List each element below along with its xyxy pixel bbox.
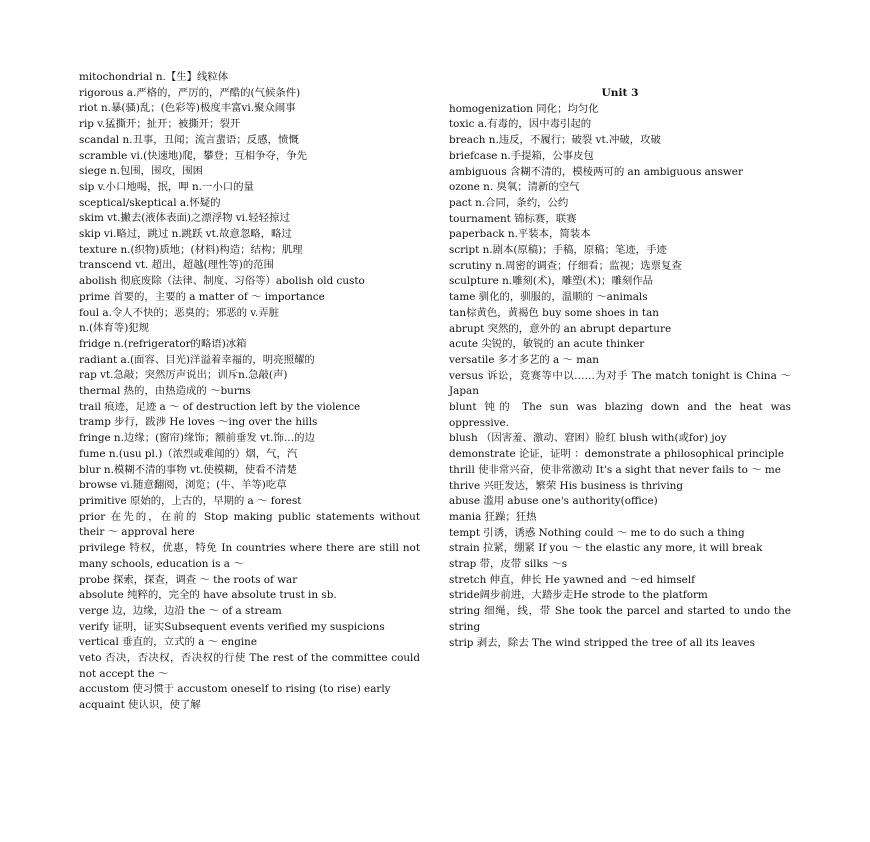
vocab-entry: sculpture n.雕刻(术)，雕塑(术)；雕刻作品	[449, 275, 654, 288]
vocab-entry: prior 在先的，在前的 Stop making public statements without their ～ approval here	[79, 510, 420, 539]
vocab-entry: acquaint 使认识，使了解	[79, 699, 201, 712]
vocab-entry: fridge n.(refrigerator的略语)冰箱	[79, 337, 247, 350]
vocab-entry: thermal 热的，由热造成的 ～burns	[79, 385, 251, 398]
vocab-entry: versatile 多才多艺的 a ～ man	[449, 353, 599, 366]
vocab-entry: trail 痕迹，足迹 a ～ of destruction left by the violence	[79, 400, 361, 413]
vocab-entry: browse vi.随意翻阅，浏览；(牛、羊等)吃草	[79, 479, 287, 492]
vocab-entry: tan棕黄色，黄褐色 buy some shoes in tan	[449, 306, 659, 319]
vocab-entry: sip v.小口地喝，抿，呷 n.一小口的量	[79, 180, 254, 193]
vocab-entry: script n.剧本(原稿)；手稿，原稿；笔迹，手迹	[449, 244, 667, 257]
vocab-entry: thrive 兴旺发达，繁荣 His business is thriving	[449, 479, 683, 492]
vocab-entry: verify 证明，证实Subsequent events verified my suspicions	[79, 620, 385, 633]
vocab-entry: ambiguous 含糊不清的，模棱两可的 an ambiguous answer	[449, 165, 743, 178]
vocab-entry: homogenization 同化；均匀化	[449, 102, 599, 115]
vocab-entry: abrupt 突然的，意外的 an abrupt departure	[449, 322, 672, 335]
vocab-entry: prime 首要的，主要的 a matter of ～ importance	[79, 290, 325, 303]
vocab-entry: foul a.令人不快的；恶臭的；邪恶的 v.弄脏	[79, 306, 280, 319]
vocab-entry: breach n.违反，不履行；破裂 vt.冲破，攻破	[449, 134, 661, 147]
vocab-entry: probe 探索，探查，调查 ～ the roots of war	[79, 573, 298, 586]
vocab-entry: mitochondrial n.【生】线粒体	[79, 71, 229, 83]
vocab-entry: strip 剥去，除去 The wind stripped the tree of all its leaves	[449, 636, 755, 649]
vocab-entry: skim vt.撇去(液体表面)之漂浮物 vi.轻轻掠过	[79, 212, 290, 225]
vocab-entry: demonstrate 论证，证明 ：demonstrate a philosophical principle	[449, 448, 784, 461]
vocab-entry: skip vi.略过，跳过 n.跳跃 vt.故意忽略，略过	[79, 228, 292, 241]
vocab-entry: texture n.(织物)质地；(材料)构造；结构；肌理	[79, 243, 303, 256]
vocab-entry: mania 狂躁；狂热	[449, 510, 537, 523]
vocab-entry: toxic a.有毒的，因中毒引起的	[449, 118, 592, 131]
vocab-entry: veto 否决，否决权，否决权的行使 The rest of the committee could not accept the ～	[79, 652, 420, 680]
vocab-entry: strap 带，皮带 silks ～s	[449, 558, 568, 571]
vocab-entry: thrill 使非常兴奋，使非常激动 It's a sight that never fails to ～ me	[449, 463, 781, 476]
vocab-entry: scrutiny n.周密的调查；仔细看；监视；选票复查	[449, 259, 682, 272]
unit-title: Unit 3	[601, 87, 639, 99]
vocab-entry: pact n.合同，条约，公约	[449, 196, 569, 209]
vocab-entry: abuse 滥用 abuse one's authority(office)	[449, 495, 658, 508]
vocab-entry: rap vt.急敲；突然厉声说出；训斥n.急敲(声)	[79, 369, 288, 382]
vocab-entry: radiant a.(面容、目光)洋溢着幸福的，明亮照耀的	[79, 353, 315, 366]
vocab-entry: stretch 伸直，伸长 He yawned and ～ed himself	[449, 573, 695, 586]
vocab-entry: stride阔步前进，大踏步走He strode to the platform	[449, 589, 708, 602]
vocab-entry: fume n.(usu pl.)（浓烈或难闻的）烟，气，汽	[79, 447, 298, 460]
vocab-entry: scandal n.丑事，丑闻；流言蜚语；反感，愤慨	[79, 133, 299, 146]
vocab-entry: acute 尖锐的，敏锐的 an acute thinker	[449, 338, 645, 351]
vocab-entry: absolute 纯粹的，完全的 have absolute trust in sb.	[79, 589, 337, 602]
vocab-entry: tame 驯化的，驯服的，温顺的 ～animals	[449, 291, 648, 304]
vocab-entry: riot n.暴(骚)乱；(色彩等)极度丰富vi.聚众闹事	[79, 102, 296, 115]
vocab-entry: versus 诉讼，竞赛等中以……为对手 The match tonight is China ～ Japan	[449, 369, 791, 398]
vocab-entry: abolish 彻底废除（法律、制度、习俗等）abolish old custo	[79, 275, 365, 288]
vocab-entry: accustom 使习惯于 accustom oneself to rising (to rise) early	[79, 683, 391, 696]
vocab-entry: sceptical/skeptical a.怀疑的	[79, 196, 221, 209]
left-column	[79, 70, 420, 714]
vocab-entry: n.(体育等)犯规	[79, 322, 150, 335]
vocab-entry: privilege 特权，优惠，特免 In countries where there are still not many schools, education is a ～	[79, 542, 420, 570]
vocab-entry: blush （因害羞、激动、窘困）脸红 blush with(或for) joy	[449, 432, 727, 445]
right-column	[449, 86, 791, 651]
vocab-entry: blunt 钝的 The sun was blazing down and the heat was oppressive.	[449, 401, 791, 429]
vocab-entry: tramp 步行，跋涉 He loves ～ing over the hills	[79, 416, 318, 429]
vocab-entry: string 细绳，线，带 She took the parcel and started to undo the string	[449, 605, 791, 633]
vocab-entry: briefcase n.手提箱，公事皮包	[449, 149, 594, 162]
vocab-entry: verge 边，边缘，边沿 the ～ of a stream	[79, 604, 282, 617]
vocab-entry: tempt 引诱，诱惑 Nothing could ～ me to do such a thing	[449, 526, 745, 539]
vocab-entry: blur n.模糊不清的事物 vt.使模糊，使看不清楚	[79, 463, 297, 476]
vocab-entry: ozone n. 臭氧；清新的空气	[449, 181, 580, 194]
vocab-entry: rip v.猛撕开；扯开；被撕开；裂开	[79, 118, 241, 131]
vocab-entry: scramble vi.(快速地)爬，攀登；互相争夺，争先	[79, 149, 308, 162]
vocab-entry: strain 拉紧，绷紧 If you ～ the elastic any more, it will break	[449, 542, 763, 555]
vocab-entry: fringe n.边缘；(窗帘)缘饰；额前垂发 vt.饰…的边	[79, 432, 315, 445]
vocab-entry: tournament 锦标赛，联赛	[449, 212, 577, 225]
vocab-entry: transcend vt. 超出，超越(理性等)的范围	[79, 259, 275, 272]
vocab-entry: paperback n.平装本，简装本	[449, 228, 591, 241]
vocab-entry: rigorous a.严格的，严厉的，严酷的(气候条件)	[79, 86, 301, 99]
vocab-entry: vertical 垂直的，立式的 a ～ engine	[79, 636, 258, 649]
vocab-entry: siege n.包围，围攻，围困	[79, 165, 204, 178]
vocab-entry: primitive 原始的，上古的，早期的 a ～ forest	[79, 494, 302, 507]
